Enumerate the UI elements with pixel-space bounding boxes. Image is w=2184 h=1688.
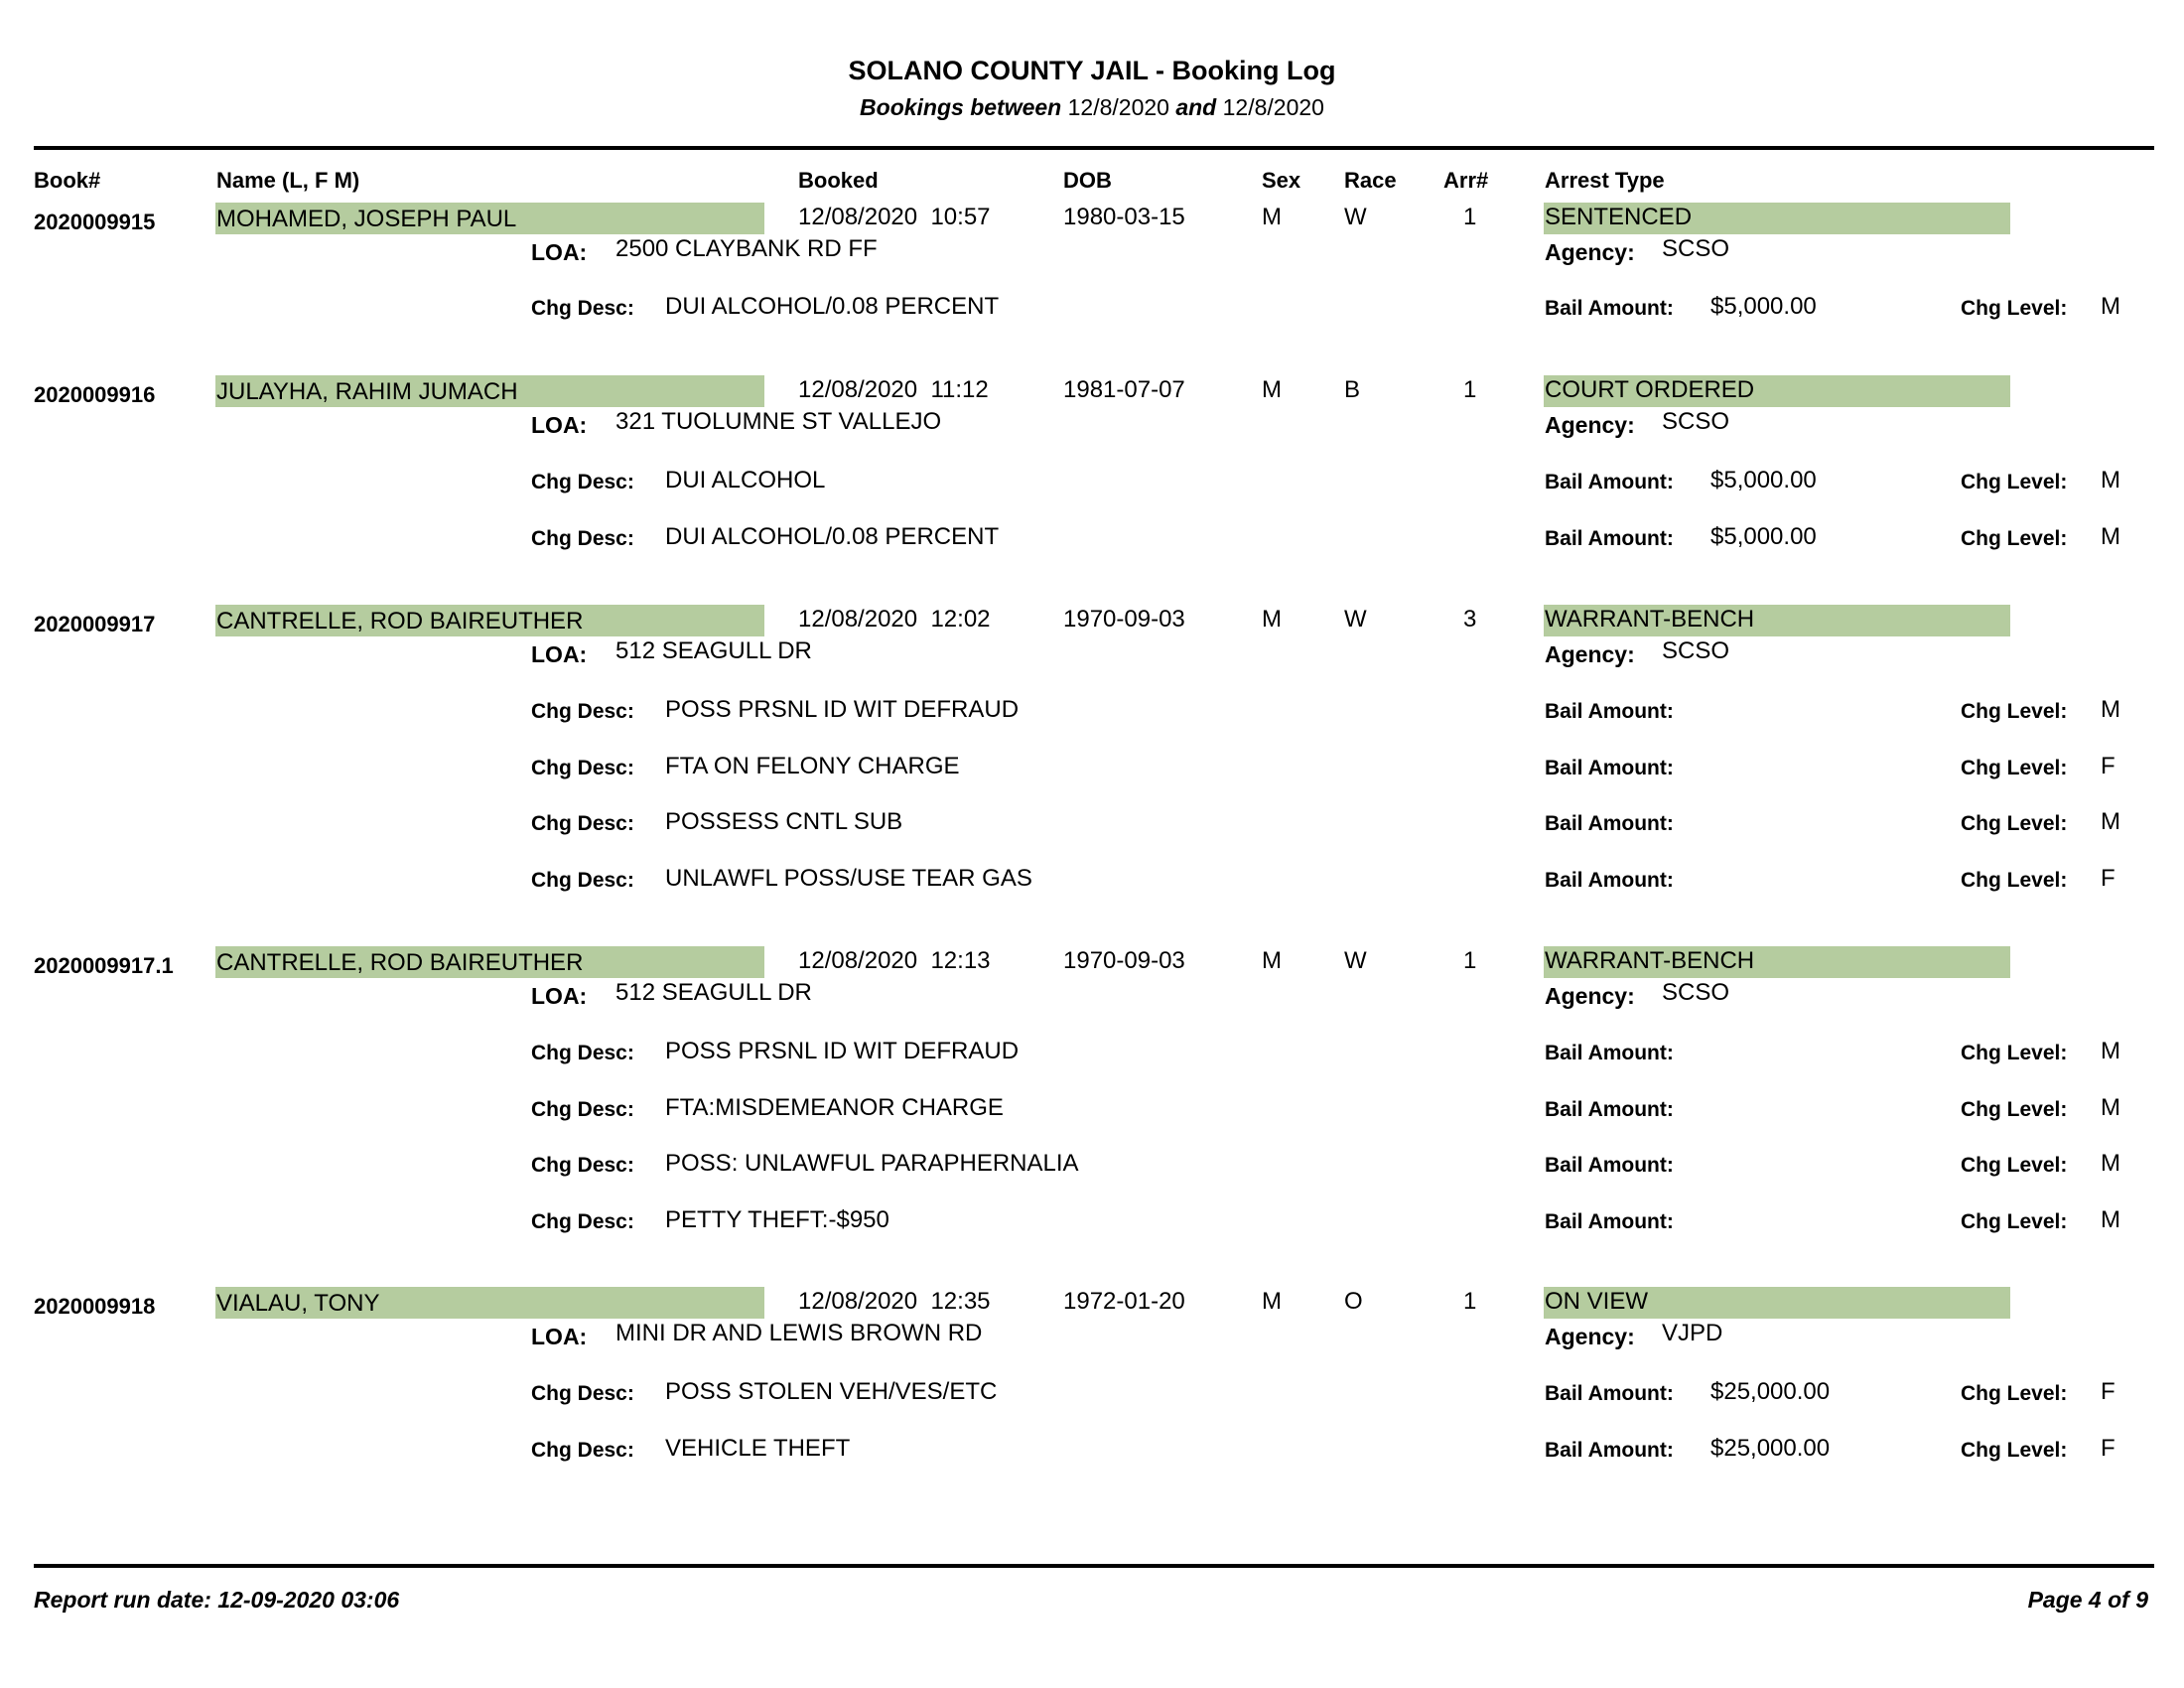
book-number: 2020009918 — [34, 1294, 156, 1319]
chg-desc-label: Chg Desc: — [531, 1209, 634, 1233]
col-header-race: Race — [1344, 168, 1397, 193]
book-number: 2020009916 — [34, 382, 156, 407]
bail-amount-label: Bail Amount: — [1545, 1097, 1674, 1121]
chg-desc-value: UNLAWFL POSS/USE TEAR GAS — [665, 864, 1032, 892]
booked-datetime: 12/08/2020 11:12 — [798, 376, 989, 403]
footer-divider — [34, 1564, 2154, 1568]
chg-level-label: Chg Level: — [1961, 1382, 2068, 1405]
col-header-sex: Sex — [1262, 168, 1301, 193]
chg-level-value: M — [2101, 1150, 2120, 1177]
chg-desc-value: DUI ALCOHOL/0.08 PERCENT — [665, 293, 1000, 320]
agency-value: SCSO — [1662, 637, 1730, 664]
inmate-name: CANTRELLE, ROD BAIREUTHER — [216, 949, 584, 976]
loa-label: LOA: — [531, 412, 588, 438]
page-number: Page 4 of 9 — [2027, 1587, 2148, 1613]
agency-value: SCSO — [1662, 979, 1730, 1006]
col-header-arr: Arr# — [1443, 168, 1489, 193]
col-header-book: Book# — [34, 168, 101, 193]
chg-level-value: M — [2101, 522, 2120, 550]
bail-amount-label: Bail Amount: — [1545, 812, 1674, 835]
bail-amount-value: $25,000.00 — [1710, 1378, 1831, 1405]
chg-desc-value: FTA ON FELONY CHARGE — [665, 752, 960, 779]
bail-amount-label: Bail Amount: — [1545, 1438, 1674, 1462]
arrest-type: WARRANT-BENCH — [1545, 606, 1755, 633]
bail-amount-label: Bail Amount: — [1545, 756, 1674, 779]
book-number: 2020009915 — [34, 210, 156, 234]
col-header-name: Name (L, F M) — [216, 168, 360, 193]
sex: M — [1262, 606, 1282, 633]
chg-desc-value: POSS STOLEN VEH/VES/ETC — [665, 1378, 998, 1405]
chg-desc-label: Chg Desc: — [531, 1097, 634, 1121]
bail-amount-label: Bail Amount: — [1545, 700, 1674, 723]
agency-value: VJPD — [1662, 1320, 1723, 1346]
loa-label: LOA: — [531, 983, 588, 1009]
booked-datetime: 12/08/2020 12:02 — [798, 606, 991, 633]
agency-value: SCSO — [1662, 408, 1730, 435]
bail-amount-value: $5,000.00 — [1710, 467, 1817, 493]
arrest-type: ON VIEW — [1545, 1288, 1649, 1315]
chg-level-label: Chg Level: — [1961, 297, 2068, 320]
col-header-dob: DOB — [1063, 168, 1112, 193]
chg-level-label: Chg Level: — [1961, 868, 2068, 892]
loa-value: MINI DR AND LEWIS BROWN RD — [615, 1320, 983, 1346]
chg-level-label: Chg Level: — [1961, 1042, 2068, 1064]
agency-label: Agency: — [1545, 412, 1635, 438]
bail-amount-value: $5,000.00 — [1710, 293, 1817, 320]
loa-label: LOA: — [531, 239, 588, 265]
dob: 1980-03-15 — [1063, 204, 1185, 230]
bail-amount-label: Bail Amount: — [1545, 471, 1674, 493]
inmate-name: JULAYHA, RAHIM JUMACH — [216, 378, 518, 405]
chg-desc-label: Chg Desc: — [531, 1042, 634, 1064]
dob: 1970-09-03 — [1063, 606, 1185, 633]
chg-desc-label: Chg Desc: — [531, 812, 634, 835]
chg-desc-label: Chg Desc: — [531, 471, 634, 493]
subtitle-start-date: 12/8/2020 — [1067, 94, 1169, 120]
inmate-name: MOHAMED, JOSEPH PAUL — [216, 206, 517, 232]
chg-desc-value: VEHICLE THEFT — [665, 1434, 851, 1462]
loa-value: 2500 CLAYBANK RD FF — [615, 235, 878, 262]
subtitle-end-date: 12/8/2020 — [1222, 94, 1324, 120]
loa-label: LOA: — [531, 641, 588, 667]
inmate-name: VIALAU, TONY — [216, 1290, 380, 1317]
chg-desc-value: DUI ALCOHOL — [665, 467, 826, 493]
arrest-number: 3 — [1463, 606, 1477, 633]
chg-level-value: F — [2101, 1378, 2116, 1405]
col-header-booked: Booked — [798, 168, 879, 193]
race: W — [1344, 606, 1367, 633]
arrest-number: 1 — [1463, 1288, 1477, 1315]
chg-desc-label: Chg Desc: — [531, 297, 634, 320]
chg-level-value: M — [2101, 467, 2120, 493]
chg-level-value: M — [2101, 1093, 2120, 1121]
loa-value: 512 SEAGULL DR — [615, 979, 812, 1006]
bail-amount-value: $25,000.00 — [1710, 1434, 1831, 1462]
chg-level-label: Chg Level: — [1961, 1097, 2068, 1121]
agency-label: Agency: — [1545, 641, 1635, 667]
race: W — [1344, 204, 1367, 230]
book-number: 2020009917.1 — [34, 953, 174, 978]
booked-datetime: 12/08/2020 10:57 — [798, 204, 991, 230]
chg-desc-label: Chg Desc: — [531, 868, 634, 892]
chg-level-value: M — [2101, 808, 2120, 835]
chg-level-value: M — [2101, 293, 2120, 320]
bail-amount-label: Bail Amount: — [1545, 1042, 1674, 1064]
subtitle-prefix: Bookings between — [860, 94, 1062, 120]
col-header-arrest-type: Arrest Type — [1545, 168, 1665, 193]
arrest-type: SENTENCED — [1545, 204, 1693, 230]
arrest-number: 1 — [1463, 204, 1477, 230]
chg-level-label: Chg Level: — [1961, 1154, 2068, 1177]
chg-desc-value: POSSESS CNTL SUB — [665, 808, 903, 835]
bail-amount-label: Bail Amount: — [1545, 868, 1674, 892]
arrest-type: COURT ORDERED — [1545, 376, 1755, 403]
chg-level-value: F — [2101, 864, 2116, 892]
chg-level-label: Chg Level: — [1961, 526, 2068, 550]
sex: M — [1262, 1288, 1282, 1315]
booked-datetime: 12/08/2020 12:35 — [798, 1288, 991, 1315]
race: W — [1344, 947, 1367, 974]
chg-level-label: Chg Level: — [1961, 1209, 2068, 1233]
bail-amount-label: Bail Amount: — [1545, 1154, 1674, 1177]
chg-desc-value: FTA:MISDEMEANOR CHARGE — [665, 1093, 1004, 1121]
chg-level-value: F — [2101, 752, 2116, 779]
chg-desc-label: Chg Desc: — [531, 1154, 634, 1177]
bail-amount-label: Bail Amount: — [1545, 297, 1674, 320]
dob: 1970-09-03 — [1063, 947, 1185, 974]
chg-desc-value: PETTY THEFT:-$950 — [665, 1205, 889, 1233]
chg-level-label: Chg Level: — [1961, 756, 2068, 779]
chg-desc-label: Chg Desc: — [531, 1438, 634, 1462]
arrest-number: 1 — [1463, 376, 1477, 403]
chg-level-label: Chg Level: — [1961, 1438, 2068, 1462]
chg-level-label: Chg Level: — [1961, 812, 2068, 835]
chg-desc-value: DUI ALCOHOL/0.08 PERCENT — [665, 522, 1000, 550]
chg-desc-label: Chg Desc: — [531, 1382, 634, 1405]
booked-datetime: 12/08/2020 12:13 — [798, 947, 991, 974]
chg-desc-label: Chg Desc: — [531, 526, 634, 550]
bail-amount-label: Bail Amount: — [1545, 1382, 1674, 1405]
chg-level-value: M — [2101, 696, 2120, 723]
header-divider — [34, 146, 2154, 150]
sex: M — [1262, 376, 1282, 403]
race: O — [1344, 1288, 1363, 1315]
bail-amount-label: Bail Amount: — [1545, 1209, 1674, 1233]
chg-level-value: M — [2101, 1205, 2120, 1233]
arrest-type: WARRANT-BENCH — [1545, 947, 1755, 974]
race: B — [1344, 376, 1361, 403]
chg-level-label: Chg Level: — [1961, 471, 2068, 493]
sex: M — [1262, 947, 1282, 974]
loa-label: LOA: — [531, 1324, 588, 1349]
chg-desc-label: Chg Desc: — [531, 756, 634, 779]
inmate-name: CANTRELLE, ROD BAIREUTHER — [216, 608, 584, 634]
chg-level-label: Chg Level: — [1961, 700, 2068, 723]
chg-desc-value: POSS PRSNL ID WIT DEFRAUD — [665, 696, 1020, 723]
book-number: 2020009917 — [34, 612, 156, 636]
agency-label: Agency: — [1545, 239, 1635, 265]
bail-amount-label: Bail Amount: — [1545, 526, 1674, 550]
report-title: SOLANO COUNTY JAIL - Booking Log — [848, 56, 1336, 85]
report-subtitle — [0, 94, 2184, 121]
dob: 1981-07-07 — [1063, 376, 1185, 403]
loa-value: 512 SEAGULL DR — [615, 637, 812, 664]
chg-desc-label: Chg Desc: — [531, 700, 634, 723]
agency-label: Agency: — [1545, 1324, 1635, 1349]
sex: M — [1262, 204, 1282, 230]
dob: 1972-01-20 — [1063, 1288, 1185, 1315]
chg-desc-value: POSS: UNLAWFUL PARAPHERNALIA — [665, 1150, 1079, 1177]
arrest-number: 1 — [1463, 947, 1477, 974]
chg-desc-value: POSS PRSNL ID WIT DEFRAUD — [665, 1038, 1020, 1064]
bail-amount-value: $5,000.00 — [1710, 522, 1817, 550]
chg-level-value: F — [2101, 1434, 2116, 1462]
subtitle-conjunction: and — [1175, 94, 1217, 120]
agency-label: Agency: — [1545, 983, 1635, 1009]
chg-level-value: M — [2101, 1038, 2120, 1064]
report-run-date: Report run date: 12-09-2020 03:06 — [34, 1587, 400, 1613]
agency-value: SCSO — [1662, 235, 1730, 262]
loa-value: 321 TUOLUMNE ST VALLEJO — [615, 408, 942, 435]
